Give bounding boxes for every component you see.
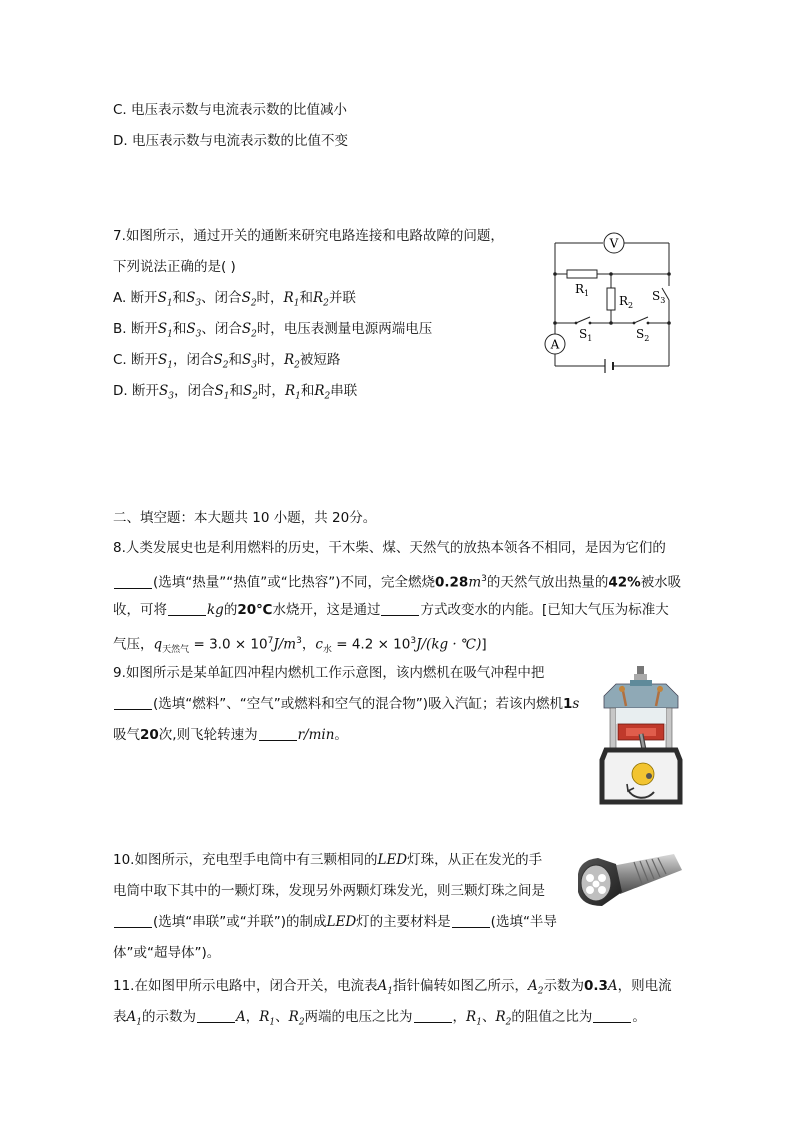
q11-line2: 表$A_1$的示数为 A，$R_1$、$R_2$两端的电压之比为 ，$R_1$、$R_2$的阻值之比为 。 [113, 1009, 646, 1028]
q8-line4: 气压，$q_{天然气} = 3.0 \times 10^7J/m^3$，$c_水 = 4.2 \times 10^3J/(kg$ · ℃)] [113, 636, 487, 656]
q11-blank-2[interactable] [414, 1008, 452, 1023]
q9-blank-1[interactable] [114, 695, 152, 710]
flashlight-illustration [576, 852, 684, 910]
q9-line1: 9.如图所示是某单缸四冲程内燃机工作示意图，该内燃机在吸气冲程中把 [113, 665, 545, 681]
q7-option-a: A. 断开$S_1$和$S_3$、闭合$S_2$时，$R_1$和$R_2$并联 [113, 290, 356, 309]
q8-line1: 8.人类发展史也是利用燃料的历史，干木柴、煤、天然气的放热本领各不相同，是因为它们的 [113, 540, 666, 556]
s2-label: $S_2$ [636, 327, 650, 343]
q10-blank-2[interactable] [452, 913, 490, 928]
q9-blank-2[interactable] [259, 726, 297, 741]
q11-blank-3[interactable] [593, 1008, 631, 1023]
r2-label: $R_2$ [619, 294, 634, 310]
q7-option-c: C. 断开$S_1$，闭合$S_2$和$S_3$时，$R_2$被短路 [113, 352, 341, 371]
voltmeter-label: V [609, 236, 619, 251]
q6-option-c: C. 电压表示数与电流表示数的比值减小 [113, 102, 348, 118]
q8-blank-2[interactable] [168, 601, 206, 616]
q8-blank-1[interactable] [114, 574, 152, 589]
q7-circuit-diagram [538, 228, 678, 373]
section-2-heading: 二、填空题：本大题共 10 小题，共 20分。 [113, 510, 377, 526]
ammeter-label: A [550, 337, 560, 352]
q8-line3: 收，可将 kg的20℃水烧开，这是通过 方式改变水的内能。[已知大气压为标准大 [113, 602, 669, 618]
q11-blank-1[interactable] [197, 1008, 235, 1023]
q7-stem-line2: 下列说法正确的是( ) [113, 259, 236, 275]
q6-option-d: D. 电压表示数与电流表示数的比值不变 [113, 133, 348, 149]
q10-line4: 体”或“超导体”)。 [113, 945, 221, 961]
r1-label: $R_1$ [575, 282, 590, 298]
s1-label: $S_1$ [579, 327, 593, 343]
q9-line2: (选填“燃料”、“空气”或燃料和空气的混合物”)吸入汽缸；若该内燃机1s [113, 694, 579, 714]
q8-blank-3[interactable] [381, 601, 419, 616]
q10-blank-1[interactable] [114, 913, 152, 928]
q11-line1: 11.在如图甲所示电路中，闭合开关，电流表$A_1$指针偏转如图乙所示，$A_2$示数为0.3A，则电流 [113, 978, 672, 997]
q7-option-b: B. 断开$S_1$和$S_3$、闭合$S_2$时，电压表测量电源两端电压 [113, 321, 433, 340]
q7-option-d: D. 断开$S_3$，闭合$S_1$和$S_2$时，$R_1$和$R_2$串联 [113, 383, 358, 402]
q7-stem-line1: 7.如图所示，通过开关的通断来研究电路连接和电路故障的问题， [113, 228, 504, 244]
q10-line1: 10.如图所示，充电型手电筒中有三颗相同的LED灯珠，从正在发光的手 [113, 852, 543, 868]
q9-line3: 吸气20次,则飞轮转速为 r/min。 [113, 727, 348, 743]
q10-line3: (选填“串联”或“并联”)的制成LED灯的主要材料是 (选填“半导 [113, 912, 557, 932]
engine-illustration [596, 664, 686, 806]
q8-line2: (选填“热量”“热值”或“比热容”)不同，完全燃烧$0.28m^3$的天然气放出热量的42%被水吸 [113, 569, 681, 593]
s3-label: $S_3$ [652, 289, 666, 305]
q10-line2: 电筒中取下其中的一颗灯珠，发现另外两颗灯珠发光，则三颗灯珠之间是 [113, 883, 545, 899]
